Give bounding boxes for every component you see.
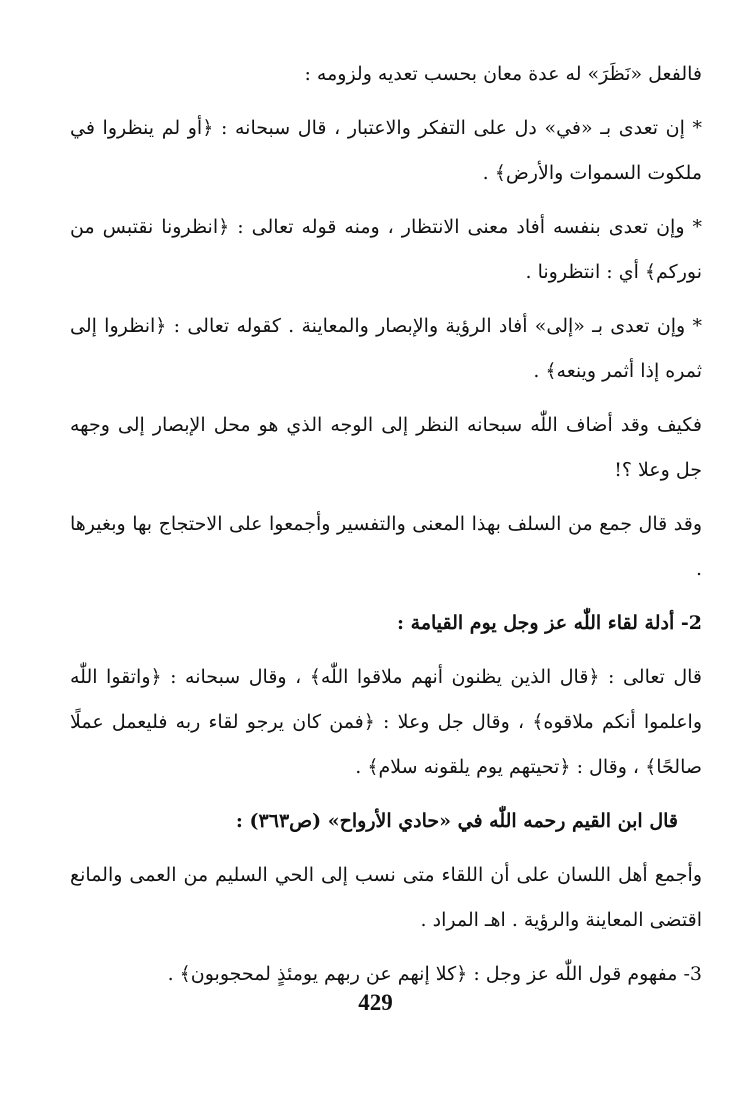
- paragraph-face: فكيف وقد أضاف اللّٰه سبحانه النظر إلى الوجه الذي هو محل الإبصار إلى وجهه جل وعلا ؟!: [70, 414, 702, 481]
- paragraph-intro: فالفعل «نَظَرَ» له عدة معان بحسب تعديه ولزومه :: [304, 63, 702, 85]
- paragraph-ibn-qayyim: قال ابن القيم رحمه اللّٰه في «حادي الأرواح» (ص٣٦٣) :: [235, 810, 678, 832]
- paragraph-bullet-ila: * وإن تعدى بـ «إلى» أفاد الرؤية والإبصار والمعاينة . كقوله تعالى : ﴿انظروا إلى ثمره إذا أثمر وينعه﴾ .: [70, 315, 702, 382]
- section-heading-meeting: 2- أدلة لقاء اللّٰه عز وجل يوم القيامة :: [397, 612, 702, 634]
- paragraph-verses: قال تعالى : ﴿قال الذين يظنون أنهم ملاقوا اللّٰه﴾ ، وقال سبحانه : ﴿واتقوا اللّٰه واعلموا أنكم ملاقوه﴾ ، وقال جل وعلا : ﴿فمن كان يرجو لقاء ربه فليعمل عملًا صالحًا﴾ ، وقال : ﴿تحيتهم يوم يلقونه سلام﴾ .: [70, 666, 702, 778]
- paragraph-bullet-fi: * إن تعدى بـ «في» دل على التفكر والاعتبار ، قال سبحانه : ﴿أو لم ينظروا في ملكوت السموات والأرض﴾ .: [70, 117, 702, 184]
- paragraph-consensus: وأجمع أهل اللسان على أن اللقاء متى نسب إلى الحي السليم من العمى والمانع اقتضى المعاينة والرؤية . اهـ المراد .: [70, 864, 702, 931]
- paragraph-salaf: وقد قال جمع من السلف بهذا المعنى والتفسير وأجمعوا على الاحتجاج بها وبغيرها .: [70, 513, 702, 580]
- paragraph-bullet-self: * وإن تعدى بنفسه أفاد معنى الانتظار ، ومنه قوله تعالى : ﴿انظرونا نقتبس من نوركم﴾ أي : انتظرونا .: [70, 216, 702, 283]
- paragraph-section-3: 3- مفهوم قول اللّٰه عز وجل : ﴿كلا إنهم عن ربهم يومئذٍ لمحجوبون﴾ .: [167, 963, 702, 985]
- page-number: 429: [358, 990, 393, 1015]
- page-body: [70, 52, 702, 1006]
